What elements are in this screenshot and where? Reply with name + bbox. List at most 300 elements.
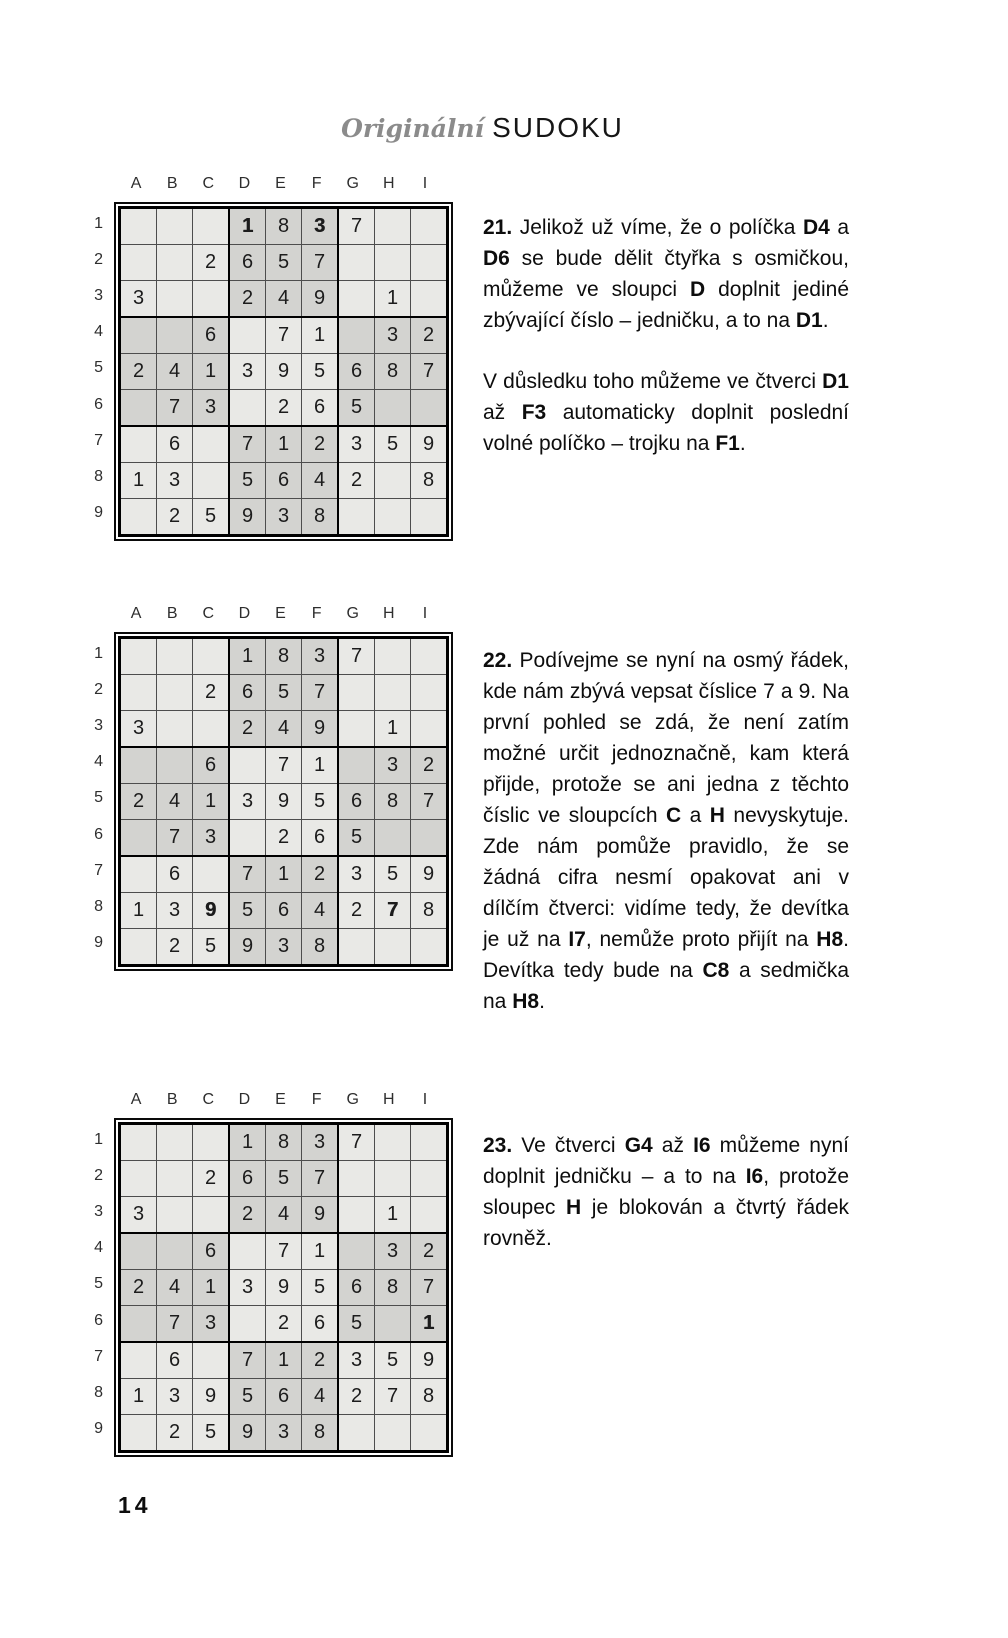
board-step-22-cell-F2: 7	[302, 675, 337, 710]
text-run: a	[681, 804, 710, 827]
sudoku-box-3-3	[339, 857, 446, 964]
board-step-21-cell-G5: 6	[339, 354, 374, 389]
board-step-22-cell-A1	[121, 639, 156, 674]
board-step-22-cell-F4: 1	[302, 748, 337, 783]
board-step-21-cell-D8: 5	[230, 463, 265, 498]
column-label-C: C	[202, 175, 215, 192]
board-step-22-cell-E4: 7	[266, 748, 301, 783]
board-step-23-cell-E2: 5	[266, 1161, 301, 1196]
column-label-A: A	[130, 605, 142, 622]
row-label-8: 8	[94, 467, 103, 485]
row-label-3: 3	[94, 287, 103, 305]
board-step-23-cell-D6	[230, 1306, 265, 1341]
board-step-22-cell-H8: 7	[375, 893, 410, 928]
board-step-21-cell-F1: 3	[302, 209, 337, 244]
board-step-22-cell-D4	[230, 748, 265, 783]
column-label-I: I	[422, 175, 428, 192]
column-label-H: H	[383, 175, 395, 192]
board-step-21-cell-F9: 8	[302, 499, 337, 534]
board-step-22-cell-H9	[375, 929, 410, 964]
board-step-23-cell-A9	[121, 1415, 156, 1450]
board-step-21-cell-A2	[121, 245, 156, 280]
board-step-21-cell-C7	[193, 427, 228, 462]
sudoku-box-2-1	[121, 318, 228, 425]
board-step-21-cell-D6	[230, 390, 265, 425]
board-step-23-cell-H2	[375, 1161, 410, 1196]
board-step-22-cell-I6	[411, 820, 446, 855]
board-step-23-cell-I8: 8	[411, 1379, 446, 1414]
cell-reference: H8	[512, 990, 540, 1013]
cell-reference: D	[689, 278, 706, 301]
board-step-23-cell-I1	[411, 1125, 446, 1160]
board-step-22-cell-D1: 1	[230, 639, 265, 674]
board-step-23-cell-B7: 6	[157, 1343, 192, 1378]
board-step-23-cell-G6: 5	[339, 1306, 374, 1341]
board-step-21-cell-A7	[121, 427, 156, 462]
board-step-21-cell-B6: 7	[157, 390, 192, 425]
board-step-22-cell-E5: 9	[266, 784, 301, 819]
board-step-23-cell-F5: 5	[302, 1270, 337, 1305]
paragraph-21	[483, 212, 849, 336]
board-step-22-cell-F5: 5	[302, 784, 337, 819]
board-step-23-cell-G3	[339, 1197, 374, 1232]
column-label-B: B	[166, 605, 178, 622]
board-step-21-cell-A8: 1	[121, 463, 156, 498]
board-step-21-cell-B5: 4	[157, 354, 192, 389]
row-label-3: 3	[94, 717, 103, 735]
column-label-F: F	[311, 605, 322, 622]
board-step-22-cell-D9: 9	[230, 929, 265, 964]
sudoku-grid-3	[118, 1122, 449, 1453]
sudoku-box-3-2	[230, 427, 337, 534]
board-step-21-cell-D5: 3	[230, 354, 265, 389]
board-step-22-cell-C4: 6	[193, 748, 228, 783]
board-step-22-cell-I5: 7	[411, 784, 446, 819]
board-step-22-cell-B3	[157, 711, 192, 746]
text-run: V důsledku toho můžeme ve čtverci	[483, 370, 823, 393]
board-step-22-cell-D5: 3	[230, 784, 265, 819]
row-label-7: 7	[94, 1347, 103, 1365]
board-step-22-cell-D2: 6	[230, 675, 265, 710]
sudoku-board-step-22	[85, 605, 459, 977]
board-step-22-cell-B2	[157, 675, 192, 710]
board-step-23-cell-E5: 9	[266, 1270, 301, 1305]
board-step-21-cell-I6	[411, 390, 446, 425]
board-step-21-cell-C3	[193, 281, 228, 316]
board-step-22-cell-G9	[339, 929, 374, 964]
board-step-21-cell-H7: 5	[375, 427, 410, 462]
board-step-22-cell-C6: 3	[193, 820, 228, 855]
board-step-23-cell-D1: 1	[230, 1125, 265, 1160]
sudoku-box-2-2	[230, 318, 337, 425]
sudoku-box-1-2	[230, 1125, 337, 1232]
board-step-21-cell-E3: 4	[266, 281, 301, 316]
board-step-21-cell-A5: 2	[121, 354, 156, 389]
board-step-23-cell-H1	[375, 1125, 410, 1160]
cell-reference: D1	[822, 370, 849, 393]
board-step-23-cell-E9: 3	[266, 1415, 301, 1450]
board-step-22-cell-G1: 7	[339, 639, 374, 674]
board-step-23-cell-A3: 3	[121, 1197, 156, 1232]
column-labels	[118, 605, 443, 627]
text-run: .	[822, 309, 829, 332]
board-step-22-cell-E9: 3	[266, 929, 301, 964]
board-step-21-cell-H5: 8	[375, 354, 410, 389]
page-number: 14	[118, 1492, 152, 1518]
row-label-4: 4	[94, 1239, 103, 1257]
board-step-23-cell-A4	[121, 1234, 156, 1269]
column-labels	[118, 175, 443, 197]
text-run: můžeme nyní doplnit jedničku – a to na	[483, 1134, 849, 1188]
board-step-22-cell-B9: 2	[157, 929, 192, 964]
board-step-21-cell-I4: 2	[411, 318, 446, 353]
sudoku-box-3-1	[121, 1343, 228, 1450]
board-step-21-cell-G7: 3	[339, 427, 374, 462]
board-step-23-cell-D2: 6	[230, 1161, 265, 1196]
board-step-22-cell-B4	[157, 748, 192, 783]
board-step-21-cell-D2: 6	[230, 245, 265, 280]
column-label-E: E	[275, 1091, 286, 1108]
board-step-21-cell-B1	[157, 209, 192, 244]
row-label-7: 7	[94, 431, 103, 449]
sudoku-box-3-2	[230, 1343, 337, 1450]
sudoku-box-1-2	[230, 639, 337, 746]
text-run: , protože sloupec	[483, 1165, 850, 1219]
board-step-23-cell-A5: 2	[121, 1270, 156, 1305]
cell-reference: D4	[802, 216, 830, 239]
row-label-6: 6	[94, 1311, 103, 1329]
board-step-23-cell-G2	[339, 1161, 374, 1196]
board-step-21-cell-C9: 5	[193, 499, 228, 534]
board-step-23-cell-E8: 6	[266, 1379, 301, 1414]
column-label-G: G	[346, 1091, 359, 1108]
board-step-21-cell-B3	[157, 281, 192, 316]
board-step-23-cell-I7: 9	[411, 1343, 446, 1378]
text-run: automaticky doplnit poslední volné políčko – trojku na	[483, 401, 850, 455]
board-step-21-cell-G6: 5	[339, 390, 374, 425]
board-step-22-cell-B6: 7	[157, 820, 192, 855]
cell-reference: F1	[715, 432, 740, 455]
column-label-F: F	[311, 175, 322, 192]
row-label-1: 1	[94, 645, 103, 663]
board-step-22-cell-A5: 2	[121, 784, 156, 819]
board-step-22-cell-C7	[193, 857, 228, 892]
board-step-22-cell-B7: 6	[157, 857, 192, 892]
column-label-I: I	[422, 1091, 428, 1108]
board-step-21-cell-H3: 1	[375, 281, 410, 316]
row-label-8: 8	[94, 1383, 103, 1401]
board-step-23-cell-F2: 7	[302, 1161, 337, 1196]
board-step-23-cell-A2	[121, 1161, 156, 1196]
board-step-22-cell-E3: 4	[266, 711, 301, 746]
cell-reference: I6	[693, 1134, 711, 1157]
board-step-23-cell-G8: 2	[339, 1379, 374, 1414]
board-step-21-cell-F4: 1	[302, 318, 337, 353]
row-label-2: 2	[94, 251, 103, 269]
cell-reference: C8	[702, 959, 730, 982]
board-step-22-cell-F9: 8	[302, 929, 337, 964]
board-step-22-cell-D8: 5	[230, 893, 265, 928]
row-label-6: 6	[94, 395, 103, 413]
board-step-23-cell-C4: 6	[193, 1234, 228, 1269]
board-step-23-cell-I2	[411, 1161, 446, 1196]
sudoku-box-2-3	[339, 1234, 446, 1341]
board-step-21-cell-E4: 7	[266, 318, 301, 353]
board-step-22-cell-C2: 2	[193, 675, 228, 710]
board-step-23-cell-B5: 4	[157, 1270, 192, 1305]
board-step-23-cell-C3	[193, 1197, 228, 1232]
column-label-D: D	[238, 605, 251, 622]
board-step-22-cell-F8: 4	[302, 893, 337, 928]
board-step-23-cell-H8: 7	[375, 1379, 410, 1414]
row-label-4: 4	[94, 323, 103, 341]
board-step-22-cell-A2	[121, 675, 156, 710]
sudoku-box-1-3	[339, 209, 446, 316]
board-step-21-cell-B2	[157, 245, 192, 280]
column-label-H: H	[383, 605, 395, 622]
board-step-21-cell-G1: 7	[339, 209, 374, 244]
board-step-23-cell-F9: 8	[302, 1415, 337, 1450]
sudoku-box-2-2	[230, 748, 337, 855]
board-step-23-cell-B9: 2	[157, 1415, 192, 1450]
board-step-21-cell-H9	[375, 499, 410, 534]
board-step-21-cell-F5: 5	[302, 354, 337, 389]
board-step-23-cell-I5: 7	[411, 1270, 446, 1305]
board-step-23-cell-I6: 1	[411, 1306, 446, 1341]
board-step-21-cell-D3: 2	[230, 281, 265, 316]
board-step-23-cell-E6: 2	[266, 1306, 301, 1341]
board-step-22-cell-I8: 8	[411, 893, 446, 928]
board-step-22-cell-C9: 5	[193, 929, 228, 964]
board-step-21-cell-B4	[157, 318, 192, 353]
board-step-21-cell-G2	[339, 245, 374, 280]
board-step-23-cell-I9	[411, 1415, 446, 1450]
board-step-22-cell-H4: 3	[375, 748, 410, 783]
board-step-23-cell-B8: 3	[157, 1379, 192, 1414]
sudoku-box-2-3	[339, 318, 446, 425]
cell-reference: D1	[795, 309, 823, 332]
board-step-21-cell-I7: 9	[411, 427, 446, 462]
board-step-22-cell-B1	[157, 639, 192, 674]
board-step-21-cell-G9	[339, 499, 374, 534]
text-run: se bude dělit čtyřka s osmičkou, můžeme ve sloupci	[483, 247, 849, 301]
cell-reference: I6	[745, 1165, 764, 1188]
board-step-21-cell-G4	[339, 318, 374, 353]
board-step-21-cell-E6: 2	[266, 390, 301, 425]
board-step-23-cell-I4: 2	[411, 1234, 446, 1269]
board-step-22-cell-I4: 2	[411, 748, 446, 783]
board-step-23-cell-C1	[193, 1125, 228, 1160]
column-label-H: H	[383, 1091, 395, 1108]
board-step-23-cell-F3: 9	[302, 1197, 337, 1232]
board-step-21-cell-C6: 3	[193, 390, 228, 425]
board-step-22-cell-H6	[375, 820, 410, 855]
board-step-21-cell-F3: 9	[302, 281, 337, 316]
column-label-I: I	[422, 605, 428, 622]
board-step-22-cell-I3	[411, 711, 446, 746]
board-step-23-cell-F4: 1	[302, 1234, 337, 1269]
sudoku-grid-1	[118, 206, 449, 537]
board-step-21-cell-C4: 6	[193, 318, 228, 353]
book-title-series: Originální	[341, 114, 485, 143]
row-label-2: 2	[94, 1167, 103, 1185]
board-step-21-cell-C1	[193, 209, 228, 244]
text-run: Podívejme se nyní na osmý řádek, kde nám zbývá vepsat číslice 7 a 9. Na první pohled se zdá, že není zatím možné určit jednoznačně, kam která přijde, protože se ani jedna z těchto číslic ve sloupcích	[483, 649, 849, 827]
board-step-21-cell-D4	[230, 318, 265, 353]
board-step-23-cell-H4: 3	[375, 1234, 410, 1269]
board-step-22-cell-C3	[193, 711, 228, 746]
board-step-22-cell-A8: 1	[121, 893, 156, 928]
board-step-23-cell-D8: 5	[230, 1379, 265, 1414]
text-run: až	[483, 401, 522, 424]
sudoku-box-1-1	[121, 1125, 228, 1232]
board-step-21-cell-B7: 6	[157, 427, 192, 462]
row-label-5: 5	[94, 359, 103, 377]
sudoku-box-3-1	[121, 427, 228, 534]
board-step-21-cell-B9: 2	[157, 499, 192, 534]
board-step-23-cell-A1	[121, 1125, 156, 1160]
board-step-23-cell-G7: 3	[339, 1343, 374, 1378]
board-step-21-cell-G8: 2	[339, 463, 374, 498]
row-label-8: 8	[94, 897, 103, 915]
board-step-23-cell-E7: 1	[266, 1343, 301, 1378]
board-step-22-cell-I1	[411, 639, 446, 674]
text-run: je blokován a čtvrtý řádek rovněž.	[483, 1196, 850, 1250]
board-step-23-cell-C5: 1	[193, 1270, 228, 1305]
board-step-23-cell-H5: 8	[375, 1270, 410, 1305]
board-step-21-cell-F7: 2	[302, 427, 337, 462]
board-step-23-cell-F7: 2	[302, 1343, 337, 1378]
paragraph-23	[483, 1130, 849, 1254]
sudoku-box-3-2	[230, 857, 337, 964]
board-step-21-cell-H6	[375, 390, 410, 425]
board-step-22-cell-E7: 1	[266, 857, 301, 892]
column-label-G: G	[346, 605, 359, 622]
column-label-B: B	[166, 175, 178, 192]
board-step-21-cell-A9	[121, 499, 156, 534]
board-step-23-cell-A8: 1	[121, 1379, 156, 1414]
board-step-21-cell-E5: 9	[266, 354, 301, 389]
board-step-23-cell-G1: 7	[339, 1125, 374, 1160]
board-step-23-cell-D4	[230, 1234, 265, 1269]
board-step-21-cell-D1: 1	[230, 209, 265, 244]
board-step-22-cell-G2	[339, 675, 374, 710]
board-step-22-cell-F3: 9	[302, 711, 337, 746]
column-label-D: D	[238, 1091, 251, 1108]
row-label-9: 9	[94, 933, 103, 951]
board-step-22-cell-F6: 6	[302, 820, 337, 855]
sudoku-box-3-3	[339, 1343, 446, 1450]
sudoku-grid-2	[118, 636, 449, 967]
text-run: doplnit jediné zbývající číslo – jedničku, a to na	[483, 278, 849, 332]
cell-reference: 23.	[483, 1134, 513, 1157]
sudoku-box-2-1	[121, 748, 228, 855]
page-header	[0, 112, 965, 144]
board-step-22-cell-A6	[121, 820, 156, 855]
board-step-22-cell-H7: 5	[375, 857, 410, 892]
board-step-21-cell-A4	[121, 318, 156, 353]
cell-reference: I7	[568, 928, 586, 951]
board-step-21-cell-E8: 6	[266, 463, 301, 498]
column-label-E: E	[275, 605, 286, 622]
board-step-21-cell-A6	[121, 390, 156, 425]
column-label-B: B	[166, 1091, 178, 1108]
column-labels	[118, 1091, 443, 1113]
board-step-22-cell-E6: 2	[266, 820, 301, 855]
row-label-7: 7	[94, 861, 103, 879]
column-label-C: C	[202, 1091, 215, 1108]
row-label-3: 3	[94, 1203, 103, 1221]
sudoku-box-1-2	[230, 209, 337, 316]
board-step-23-cell-D3: 2	[230, 1197, 265, 1232]
sudoku-box-3-1	[121, 857, 228, 964]
text-run: , nemůže proto přijít na	[585, 928, 817, 951]
board-step-21-cell-C2: 2	[193, 245, 228, 280]
column-label-E: E	[275, 175, 286, 192]
board-step-22-cell-H1	[375, 639, 410, 674]
board-step-22-cell-E2: 5	[266, 675, 301, 710]
board-step-23-cell-A6	[121, 1306, 156, 1341]
board-step-21-cell-C8	[193, 463, 228, 498]
book-title-sudoku: SUDOKU	[492, 112, 624, 143]
board-step-22-cell-C1	[193, 639, 228, 674]
board-step-23-cell-D5: 3	[230, 1270, 265, 1305]
board-step-23-cell-C2: 2	[193, 1161, 228, 1196]
text-run: až	[652, 1134, 694, 1157]
row-labels	[85, 206, 109, 531]
cell-reference: F3	[521, 401, 547, 424]
paragraph-21-continued	[483, 366, 849, 459]
board-step-23-cell-H9	[375, 1415, 410, 1450]
board-step-22-cell-D6	[230, 820, 265, 855]
board-step-21-cell-A3: 3	[121, 281, 156, 316]
text-run: . Devítka tedy bude na	[483, 928, 849, 982]
text-run: Jelikož už víme, že o políčka	[512, 216, 803, 239]
board-step-22-cell-A7	[121, 857, 156, 892]
row-label-5: 5	[94, 789, 103, 807]
board-step-22-cell-H5: 8	[375, 784, 410, 819]
board-step-21-cell-H4: 3	[375, 318, 410, 353]
board-step-23-cell-E1: 8	[266, 1125, 301, 1160]
board-step-22-cell-G7: 3	[339, 857, 374, 892]
board-step-21-cell-I9	[411, 499, 446, 534]
board-step-23-cell-H7: 5	[375, 1343, 410, 1378]
board-step-22-cell-B5: 4	[157, 784, 192, 819]
board-step-21-cell-E7: 1	[266, 427, 301, 462]
sudoku-box-1-3	[339, 639, 446, 746]
cell-reference: 21.	[483, 216, 513, 239]
cell-reference: H	[709, 804, 725, 827]
sudoku-box-3-3	[339, 427, 446, 534]
board-step-23-cell-C9: 5	[193, 1415, 228, 1450]
board-step-22-cell-A9	[121, 929, 156, 964]
column-label-F: F	[311, 1091, 322, 1108]
board-step-21-cell-H8	[375, 463, 410, 498]
board-step-21-cell-F2: 7	[302, 245, 337, 280]
cell-reference: C	[665, 804, 682, 827]
board-step-23-cell-G5: 6	[339, 1270, 374, 1305]
board-step-21-cell-E2: 5	[266, 245, 301, 280]
board-step-21-cell-I2	[411, 245, 446, 280]
sudoku-box-1-3	[339, 1125, 446, 1232]
board-step-22-cell-I9	[411, 929, 446, 964]
board-step-21-cell-C5: 1	[193, 354, 228, 389]
column-label-G: G	[346, 175, 359, 192]
board-step-22-cell-G8: 2	[339, 893, 374, 928]
row-labels	[85, 1122, 109, 1447]
column-label-A: A	[130, 175, 142, 192]
board-step-23-cell-A7	[121, 1343, 156, 1378]
